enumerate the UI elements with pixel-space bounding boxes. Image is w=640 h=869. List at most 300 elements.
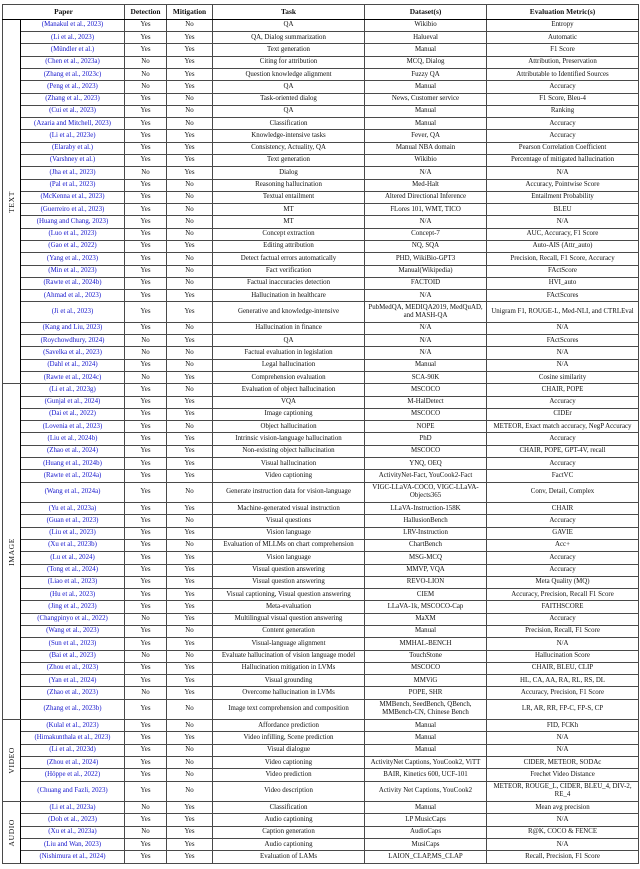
mitigation-cell: Yes	[167, 81, 213, 93]
datasets-cell: TouchStone	[365, 650, 487, 662]
metrics-cell: CHAIR, POPE	[487, 384, 639, 396]
datasets-cell: MSCOCO	[365, 384, 487, 396]
citation-link[interactable]: (Peng et al., 2023)	[47, 82, 98, 90]
paper-cell[interactable]	[21, 851, 125, 863]
citation-link[interactable]: (Varshney et al.)	[49, 156, 96, 164]
metrics-cell: Accuracy, Precision, F1 Score	[487, 687, 639, 699]
metrics-cell: Precision, Recall, F1 Score, Accuracy	[487, 253, 639, 265]
mitigation-cell: Yes	[167, 802, 213, 814]
citation-link[interactable]: (Ahmad et al., 2023)	[43, 291, 102, 299]
detection-cell: No	[125, 826, 167, 838]
citation-link[interactable]: (Tong et al., 2024)	[47, 566, 98, 574]
table-row	[3, 527, 639, 539]
detection-cell: Yes	[125, 851, 167, 863]
citation-link[interactable]: (McKenna et al., 2023)	[40, 193, 105, 201]
mitigation-cell: Yes	[167, 302, 213, 323]
paper-cell[interactable]	[21, 81, 125, 93]
metrics-cell: METEOR, ROUGE_L, CIDER, BLEU_4, DIV-2, RE_4	[487, 781, 639, 802]
citation-link[interactable]: (Gao et al., 2022)	[48, 242, 97, 250]
mitigation-cell: No	[167, 204, 213, 216]
metrics-cell: N/A	[487, 216, 639, 228]
paper-cell[interactable]	[21, 204, 125, 216]
citation-link[interactable]: (Wang et al., 2023)	[46, 627, 99, 635]
paper-cell[interactable]	[21, 19, 125, 31]
paper-cell[interactable]	[21, 179, 125, 191]
metrics-cell: METEOR, Exact match accuracy, NegP Accuracy	[487, 421, 639, 433]
citation-link[interactable]: (Cui et al., 2023)	[49, 107, 96, 115]
detection-cell: Yes	[125, 384, 167, 396]
paper-cell[interactable]	[21, 421, 125, 433]
citation-link[interactable]: (Li et al., 2023d)	[49, 746, 96, 754]
paper-cell[interactable]	[21, 826, 125, 838]
detection-cell: Yes	[125, 699, 167, 720]
paper-cell[interactable]	[21, 335, 125, 347]
task-cell: Vision language	[213, 527, 365, 539]
citation-link[interactable]: (Doh et al., 2023)	[48, 815, 97, 823]
citation-link[interactable]: (Xu et al., 2023a)	[48, 828, 97, 836]
mitigation-cell: No	[167, 757, 213, 769]
paper-cell[interactable]	[21, 699, 125, 720]
datasets-cell: Activity Net Captions, YouCook2	[365, 781, 487, 802]
paper-cell[interactable]	[21, 56, 125, 68]
datasets-cell: YNQ, OEQ	[365, 458, 487, 470]
citation-link[interactable]: (Kang and Liu, 2023)	[42, 324, 103, 332]
datasets-cell: MSG-MCQ	[365, 552, 487, 564]
datasets-cell: Manual	[365, 732, 487, 744]
metrics-cell: FID, FCKh	[487, 720, 639, 732]
paper-cell[interactable]	[21, 130, 125, 142]
table-row	[3, 445, 639, 457]
citation-link[interactable]: (Kulal et al., 2023)	[46, 721, 99, 729]
datasets-cell: N/A	[365, 167, 487, 179]
citation-link[interactable]: (Hu et al., 2023)	[49, 590, 96, 598]
task-cell: Factual evaluation in legislation	[213, 347, 365, 359]
table-row	[3, 503, 639, 515]
citation-link[interactable]: (Jing et al., 2023)	[48, 602, 97, 610]
mitigation-cell: No	[167, 769, 213, 781]
task-cell: Comprehension evaluation	[213, 372, 365, 384]
task-cell: QA	[213, 19, 365, 31]
metrics-cell: Accuracy	[487, 396, 639, 408]
mitigation-cell: No	[167, 384, 213, 396]
citation-link[interactable]: (Höppe et al., 2022)	[44, 770, 101, 778]
detection-cell: No	[125, 69, 167, 81]
datasets-cell: Halueval	[365, 32, 487, 44]
paper-cell[interactable]	[21, 527, 125, 539]
task-cell: Knowledge-intensive tasks	[213, 130, 365, 142]
citation-link[interactable]: (Li et al., 2023g)	[49, 385, 96, 393]
citation-link[interactable]: (Rawte et al., 2024c)	[43, 373, 102, 381]
mitigation-cell: No	[167, 253, 213, 265]
datasets-cell: N/A	[365, 335, 487, 347]
mitigation-cell: Yes	[167, 44, 213, 56]
task-cell: Video prediction	[213, 769, 365, 781]
datasets-cell: Manual	[365, 81, 487, 93]
paper-cell[interactable]	[21, 118, 125, 130]
detection-cell: Yes	[125, 421, 167, 433]
citation-link[interactable]: (Liu et al., 2024b)	[47, 434, 98, 442]
col-header-metrics: Evaluation Metric(s)	[487, 5, 639, 20]
table-row	[3, 699, 639, 720]
detection-cell: Yes	[125, 204, 167, 216]
metrics-cell: FactVC	[487, 470, 639, 482]
mitigation-cell: Yes	[167, 527, 213, 539]
task-cell: Evaluation of MLLMs on chart comprehension	[213, 539, 365, 551]
task-cell: Visual grounding	[213, 675, 365, 687]
citation-link[interactable]: (Zhang et al., 2023b)	[43, 705, 102, 713]
citation-link[interactable]: (Savelka et al., 2023)	[43, 348, 102, 356]
citation-link[interactable]: (Dai et al., 2022)	[49, 410, 96, 418]
task-cell: Task-oriented dialog	[213, 93, 365, 105]
detection-cell: No	[125, 56, 167, 68]
citation-link[interactable]: (Min et al., 2023)	[48, 267, 97, 274]
table-row	[3, 720, 639, 732]
detection-cell: Yes	[125, 732, 167, 744]
paper-cell[interactable]	[21, 650, 125, 662]
paper-cell[interactable]	[21, 662, 125, 674]
table-row	[3, 32, 639, 44]
paper-cell[interactable]	[21, 781, 125, 802]
datasets-cell: N/A	[365, 322, 487, 334]
paper-cell[interactable]	[21, 720, 125, 732]
table-row	[3, 130, 639, 142]
mitigation-cell: Yes	[167, 576, 213, 588]
paper-cell[interactable]	[21, 515, 125, 527]
citation-link[interactable]: (Jha et al., 2023)	[49, 168, 96, 176]
citation-link[interactable]: (Changpinyo et al., 2022)	[37, 615, 108, 623]
table-row	[3, 179, 639, 191]
metrics-cell: FActScore	[487, 265, 639, 277]
datasets-cell: ActivityNet-Fact, YouCook2-Fact	[365, 470, 487, 482]
mitigation-cell: No	[167, 228, 213, 240]
paper-cell[interactable]	[21, 625, 125, 637]
metrics-cell: Acc+	[487, 539, 639, 551]
paper-cell[interactable]	[21, 802, 125, 814]
detection-cell: Yes	[125, 105, 167, 117]
datasets-cell: Manual	[365, 720, 487, 732]
paper-cell[interactable]	[21, 564, 125, 576]
datasets-cell: ChartBench	[365, 539, 487, 551]
table-row	[3, 228, 639, 240]
paper-cell[interactable]	[21, 589, 125, 601]
table-row	[3, 814, 639, 826]
paper-cell[interactable]	[21, 167, 125, 179]
datasets-cell: CIEM	[365, 589, 487, 601]
metrics-cell: Accuracy	[487, 564, 639, 576]
mitigation-cell: No	[167, 482, 213, 503]
metrics-cell: CHAIR	[487, 503, 639, 515]
citation-link[interactable]: (Liu and Wan, 2023)	[43, 840, 102, 848]
paper-cell[interactable]	[21, 445, 125, 457]
task-cell: Non-existing object hallucination	[213, 445, 365, 457]
citation-link[interactable]: (Luo et al., 2023)	[48, 230, 97, 238]
citation-link[interactable]: (Chuang and Fazli, 2023)	[37, 787, 108, 795]
table-row	[3, 757, 639, 769]
task-cell: Hallucination mitigation in LVMs	[213, 662, 365, 674]
table-row	[3, 769, 639, 781]
detection-cell: Yes	[125, 482, 167, 503]
paper-cell[interactable]	[21, 433, 125, 445]
metrics-cell: Accuracy	[487, 515, 639, 527]
table-row	[3, 277, 639, 289]
mitigation-cell: Yes	[167, 56, 213, 68]
citation-link[interactable]: (Rawte et al., 2024a)	[43, 471, 102, 479]
paper-cell[interactable]	[21, 69, 125, 81]
citation-link[interactable]: (Zhou et al., 2024)	[46, 758, 99, 766]
paper-cell[interactable]	[21, 290, 125, 302]
metrics-cell: Entailment Probability	[487, 191, 639, 203]
datasets-cell: Manual	[365, 359, 487, 371]
citation-link[interactable]: (Ji et al., 2023)	[51, 307, 94, 315]
paper-cell[interactable]	[21, 216, 125, 228]
paper-cell[interactable]	[21, 613, 125, 625]
paper-cell[interactable]	[21, 191, 125, 203]
detection-cell: Yes	[125, 503, 167, 515]
citation-link[interactable]: (Wang et al., 2024a)	[44, 488, 101, 496]
table-row	[3, 408, 639, 420]
detection-cell: Yes	[125, 302, 167, 323]
paper-cell[interactable]	[21, 839, 125, 851]
datasets-cell: Wikibio	[365, 19, 487, 31]
citation-link[interactable]: (Manakul et al., 2023)	[41, 21, 104, 29]
paper-cell[interactable]	[21, 732, 125, 744]
citation-link[interactable]: (Azaria and Mitchell, 2023)	[34, 119, 111, 127]
task-cell: Question knowledge alignment	[213, 69, 365, 81]
paper-cell[interactable]	[21, 302, 125, 323]
detection-cell: Yes	[125, 359, 167, 371]
paper-cell[interactable]	[21, 687, 125, 699]
mitigation-cell: Yes	[167, 142, 213, 154]
citation-link[interactable]: (Yang et al., 2023)	[46, 254, 99, 262]
metrics-cell: LR, AR, RR, FP-C, FP-S, CP	[487, 699, 639, 720]
paper-cell[interactable]	[21, 105, 125, 117]
mitigation-cell: No	[167, 515, 213, 527]
detection-cell: Yes	[125, 130, 167, 142]
citation-link[interactable]: (Elaraby et al.)	[51, 144, 94, 152]
mitigation-cell: Yes	[167, 167, 213, 179]
citation-link[interactable]: (Chen et al., 2023a)	[45, 58, 100, 66]
citation-link[interactable]: (Guan et al., 2023)	[46, 516, 99, 524]
paper-cell[interactable]	[21, 372, 125, 384]
citation-link[interactable]: (Himakunthala et al., 2023)	[34, 733, 111, 741]
mitigation-cell: Yes	[167, 372, 213, 384]
paper-cell[interactable]	[21, 253, 125, 265]
citation-link[interactable]: (Li et al., 2023e)	[49, 131, 96, 139]
paper-cell[interactable]	[21, 44, 125, 56]
citation-link[interactable]: (Yu et al., 2023a)	[48, 504, 97, 512]
citation-link[interactable]: (Zhao et al., 2023)	[46, 688, 99, 696]
task-cell: Editing attribution	[213, 240, 365, 252]
paper-cell[interactable]	[21, 638, 125, 650]
citation-link[interactable]: (Zhang et al., 2023)	[45, 95, 100, 103]
mitigation-cell: Yes	[167, 675, 213, 687]
table-row	[3, 625, 639, 637]
citation-link[interactable]: (Liu et al., 2023)	[49, 529, 96, 537]
citation-link[interactable]: (Huang et al., 2024b)	[43, 459, 102, 467]
mitigation-cell: No	[167, 216, 213, 228]
paper-cell[interactable]	[21, 482, 125, 503]
paper-cell[interactable]	[21, 769, 125, 781]
paper-cell[interactable]	[21, 32, 125, 44]
citation-link[interactable]: (Bai et al., 2023)	[49, 652, 96, 659]
detection-cell: Yes	[125, 19, 167, 31]
paper-cell[interactable]	[21, 359, 125, 371]
metrics-cell: BLEU	[487, 204, 639, 216]
detection-cell: Yes	[125, 408, 167, 420]
datasets-cell: NQ, SQA	[365, 240, 487, 252]
paper-cell[interactable]	[21, 142, 125, 154]
task-cell: Text generation	[213, 44, 365, 56]
datasets-cell: MMBench, SeedBench, QBench, MMBench-CN, Chinese Bench	[365, 699, 487, 720]
paper-cell[interactable]	[21, 601, 125, 613]
paper-cell[interactable]	[21, 322, 125, 334]
detection-cell: Yes	[125, 290, 167, 302]
paper-cell[interactable]	[21, 744, 125, 756]
citation-link[interactable]: (Li et al., 2023a)	[49, 803, 96, 811]
citation-link[interactable]: (Lovenia et al., 2023)	[42, 422, 103, 430]
task-cell: Factual inaccuracies detection	[213, 277, 365, 289]
citation-link[interactable]: (Zhou et al., 2023)	[46, 664, 99, 672]
datasets-cell: AudioCaps	[365, 826, 487, 838]
citation-link[interactable]: (Mündler et al.)	[50, 45, 95, 53]
metrics-cell: Mean avg precision	[487, 802, 639, 814]
citation-link[interactable]: (Lu et al., 2024)	[50, 553, 95, 561]
datasets-cell: Manual(Wikipedia)	[365, 265, 487, 277]
task-cell: Citing for attribution	[213, 56, 365, 68]
paper-cell[interactable]	[21, 277, 125, 289]
task-cell: Visual dialogue	[213, 744, 365, 756]
citation-link[interactable]: (Rawte et al., 2024b)	[43, 279, 102, 287]
metrics-cell: Ranking	[487, 105, 639, 117]
metrics-cell: CHAIR, BLEU, CLIP	[487, 662, 639, 674]
mitigation-cell: Yes	[167, 552, 213, 564]
detection-cell: Yes	[125, 539, 167, 551]
datasets-cell: Manual	[365, 744, 487, 756]
mitigation-cell: Yes	[167, 433, 213, 445]
detection-cell: Yes	[125, 154, 167, 166]
citation-link[interactable]: (Yan et al., 2024)	[48, 676, 97, 684]
mitigation-cell: Yes	[167, 732, 213, 744]
detection-cell: Yes	[125, 458, 167, 470]
table-row	[3, 56, 639, 68]
table-row	[3, 216, 639, 228]
detection-cell: Yes	[125, 265, 167, 277]
citation-link[interactable]: (Li et al., 2023)	[50, 33, 95, 41]
mitigation-cell: No	[167, 744, 213, 756]
citation-link[interactable]: (Nishimura et al., 2024)	[39, 852, 106, 860]
paper-cell[interactable]	[21, 675, 125, 687]
table-row	[3, 396, 639, 408]
metrics-cell: Attributable to Identified Sources	[487, 69, 639, 81]
citation-link[interactable]: (Xu et al., 2023b)	[48, 541, 97, 549]
detection-cell: Yes	[125, 589, 167, 601]
datasets-cell: Manual	[365, 105, 487, 117]
paper-cell[interactable]	[21, 552, 125, 564]
mitigation-cell: Yes	[167, 601, 213, 613]
mitigation-cell: No	[167, 539, 213, 551]
metrics-cell: Cosine similarity	[487, 372, 639, 384]
table-row	[3, 826, 639, 838]
table-row	[3, 482, 639, 503]
mitigation-cell: No	[167, 720, 213, 732]
mitigation-cell: No	[167, 105, 213, 117]
citation-link[interactable]: (Sun et al., 2023)	[48, 639, 97, 647]
citation-link[interactable]: (Zhang et al., 2023c)	[43, 70, 102, 78]
table-row	[3, 744, 639, 756]
mitigation-cell: Yes	[167, 396, 213, 408]
task-cell: Visual-language alignment	[213, 638, 365, 650]
datasets-cell: LP MusicCaps	[365, 814, 487, 826]
task-cell: Concept extraction	[213, 228, 365, 240]
detection-cell: Yes	[125, 515, 167, 527]
task-cell: Visual hallucination	[213, 458, 365, 470]
table-row	[3, 335, 639, 347]
paper-cell[interactable]	[21, 240, 125, 252]
table-row	[3, 19, 639, 31]
mitigation-cell: Yes	[167, 589, 213, 601]
paper-cell[interactable]	[21, 576, 125, 588]
metrics-cell: N/A	[487, 322, 639, 334]
citation-link[interactable]: (Zhao et al., 2024)	[46, 447, 99, 455]
datasets-cell: MSCOCO	[365, 662, 487, 674]
paper-cell[interactable]	[21, 347, 125, 359]
task-cell: Evaluation of object hallucination	[213, 384, 365, 396]
citation-link[interactable]: (Huang and Chang, 2023)	[36, 217, 109, 225]
table-row	[3, 265, 639, 277]
citation-link[interactable]: (Guerreiro et al., 2023)	[40, 205, 105, 213]
citation-link[interactable]: (Gunjal et al., 2024)	[44, 398, 101, 406]
metrics-cell: Auto-AIS (Attr_auto)	[487, 240, 639, 252]
mitigation-cell: Yes	[167, 687, 213, 699]
paper-cell[interactable]	[21, 384, 125, 396]
metrics-cell: Accuracy, Precision, Recall F1 Score	[487, 589, 639, 601]
metrics-cell: Accuracy, Pointwise Score	[487, 179, 639, 191]
paper-cell[interactable]	[21, 93, 125, 105]
mitigation-cell: Yes	[167, 458, 213, 470]
paper-cell[interactable]	[21, 757, 125, 769]
citation-link[interactable]: (Roychowdhury, 2024)	[40, 336, 105, 344]
detection-cell: Yes	[125, 228, 167, 240]
citation-link[interactable]: (Pal et al., 2023)	[49, 181, 96, 189]
paper-cell[interactable]	[21, 228, 125, 240]
table-row	[3, 253, 639, 265]
paper-cell[interactable]	[21, 265, 125, 277]
paper-cell[interactable]	[21, 539, 125, 551]
metrics-cell: F1 Score, Bleu-4	[487, 93, 639, 105]
detection-cell: Yes	[125, 32, 167, 44]
paper-cell[interactable]	[21, 154, 125, 166]
citation-link[interactable]: (Dahl et al., 2024)	[47, 361, 98, 369]
citation-link[interactable]: (Liao et al., 2023)	[47, 578, 98, 586]
mitigation-cell: No	[167, 625, 213, 637]
metrics-cell: N/A	[487, 359, 639, 371]
paper-cell[interactable]	[21, 408, 125, 420]
table-row	[3, 347, 639, 359]
table-row	[3, 69, 639, 81]
metrics-cell: FActScores	[487, 290, 639, 302]
paper-cell[interactable]	[21, 503, 125, 515]
paper-cell[interactable]	[21, 458, 125, 470]
detection-cell: Yes	[125, 769, 167, 781]
detection-cell: Yes	[125, 142, 167, 154]
paper-cell[interactable]	[21, 814, 125, 826]
mitigation-cell: No	[167, 19, 213, 31]
table-row	[3, 564, 639, 576]
paper-cell[interactable]	[21, 396, 125, 408]
paper-cell[interactable]	[21, 470, 125, 482]
detection-cell: Yes	[125, 781, 167, 802]
task-cell: Video description	[213, 781, 365, 802]
